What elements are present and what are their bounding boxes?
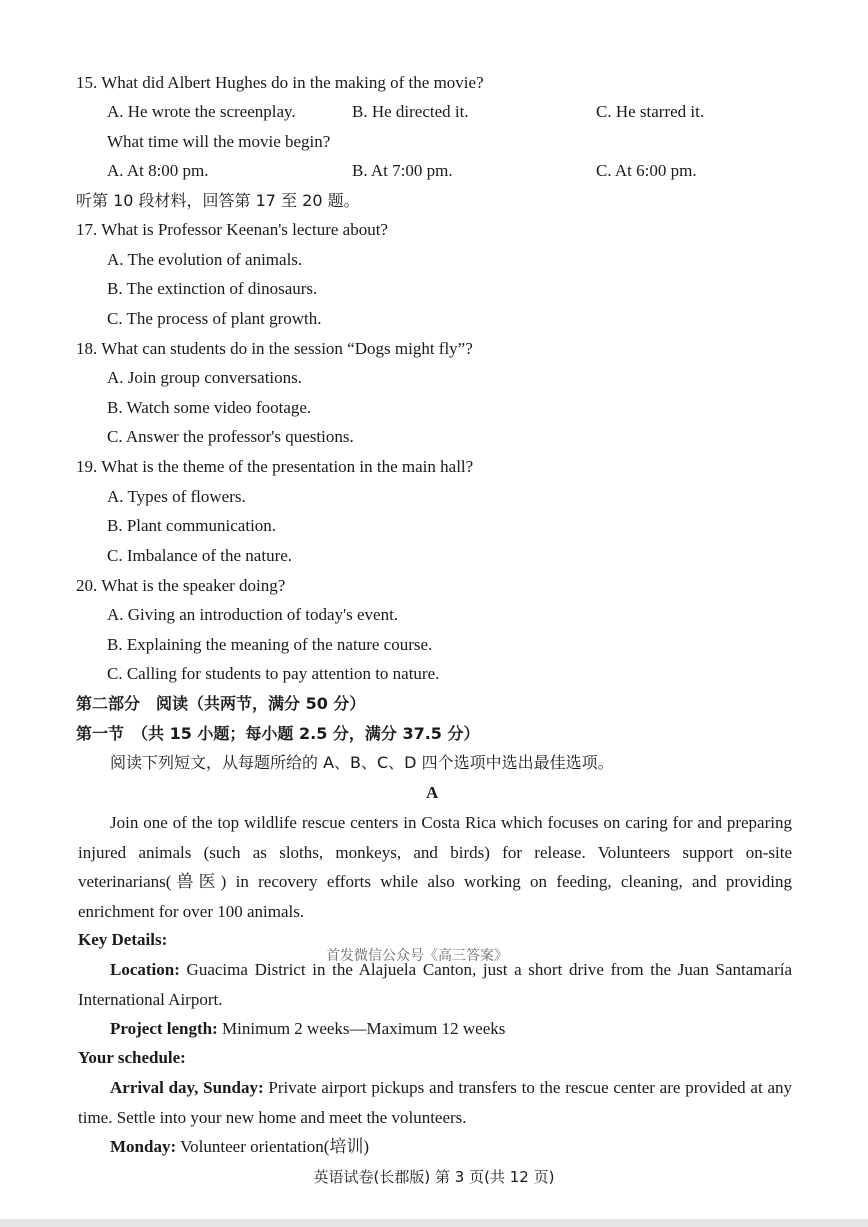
question-17-option-c: C. The process of plant growth. <box>107 309 322 328</box>
question-15-option-b: B. He directed it. <box>352 102 469 121</box>
key-details-label: Key Details: <box>78 930 168 949</box>
monday-label: Monday: <box>110 1137 177 1156</box>
monday-line <box>110 1136 369 1158</box>
location-label: Location: <box>110 960 180 979</box>
arrival-text: Private airport pickups and transfers to the rescue center are provided at any time. Settle into your new home and meet the volunteers. <box>78 1078 792 1127</box>
question-16-option-c: C. At 6:00 pm. <box>596 161 697 180</box>
arrival-paragraph <box>78 1073 792 1132</box>
question-16-stem: What time will the movie begin? <box>107 132 331 151</box>
location-text: Guacima District in the Alajuela Canton, just a short drive from the Juan Santamaría International Airport. <box>78 960 792 1009</box>
monday-text: Volunteer orientation(培训) <box>176 1137 370 1156</box>
bottom-edge <box>0 1219 868 1227</box>
question-18-stem: 18. What can students do in the session “Dogs might fly”? <box>76 339 473 358</box>
question-15-option-c: C. He starred it. <box>596 102 705 121</box>
question-19-option-c: C. Imbalance of the nature. <box>107 546 293 565</box>
part-2-title: 第二部分 阅读（共两节，满分 50 分） <box>76 694 366 713</box>
reading-instruction: 阅读下列短文，从每题所给的 A、B、C、D 四个选项中选出最佳选项。 <box>110 753 614 772</box>
question-19-option-b: B. Plant communication. <box>107 516 277 535</box>
question-20-stem: 20. What is the speaker doing? <box>76 576 286 595</box>
question-18-option-b: B. Watch some video footage. <box>107 398 312 417</box>
question-20-option-b: B. Explaining the meaning of the nature course. <box>107 635 433 654</box>
question-19-option-a: A. Types of flowers. <box>107 487 246 506</box>
question-17-option-a: A. The evolution of animals. <box>107 250 303 269</box>
schedule-label: Your schedule: <box>78 1048 186 1067</box>
question-18-option-a: A. Join group conversations. <box>107 368 303 387</box>
passage-intro-paragraph: Join one of the top wildlife rescue centers in Costa Rica which focuses on caring for and preparing injured animals (such as sloths, monkeys, and birds) for release. Volunteers support on-site veterinarians(兽医) in recovery efforts while also working on feeding, cleaning, and providing enrichment for over 100 animals. <box>78 813 792 922</box>
question-20-option-c: C. Calling for students to pay attention to nature. <box>107 664 440 683</box>
question-16-option-a: A. At 8:00 pm. <box>107 161 209 180</box>
project-length-line <box>110 1018 505 1040</box>
question-15-stem: 15. What did Albert Hughes do in the making of the movie? <box>76 73 484 92</box>
question-17-option-b: B. The extinction of dinosaurs. <box>107 279 318 298</box>
question-16-option-b: B. At 7:00 pm. <box>352 161 453 180</box>
section-1-title: 第一节 （共 15 小题；每小题 2.5 分，满分 37.5 分） <box>76 724 480 743</box>
project-length-label: Project length: <box>110 1019 218 1038</box>
question-19-stem: 19. What is the theme of the presentation in the main hall? <box>76 457 474 476</box>
question-18-option-c: C. Answer the professor's questions. <box>107 427 354 446</box>
project-length-text: Minimum 2 weeks—Maximum 12 weeks <box>217 1019 506 1038</box>
passage-letter: A <box>426 783 439 802</box>
watermark: 首发微信公众号《高三答案》 <box>326 948 508 964</box>
page-footer: 英语试卷(长郡版) 第 3 页(共 12 页) <box>313 1168 555 1186</box>
question-20-option-a: A. Giving an introduction of today's event. <box>107 605 399 624</box>
question-17-stem: 17. What is Professor Keenan's lecture about? <box>76 220 388 239</box>
arrival-label: Arrival day, Sunday: <box>110 1078 264 1097</box>
listening-instruction-10: 听第 10 段材料，回答第 17 至 20 题。 <box>76 191 360 210</box>
question-15-option-a: A. He wrote the screenplay. <box>107 102 296 121</box>
